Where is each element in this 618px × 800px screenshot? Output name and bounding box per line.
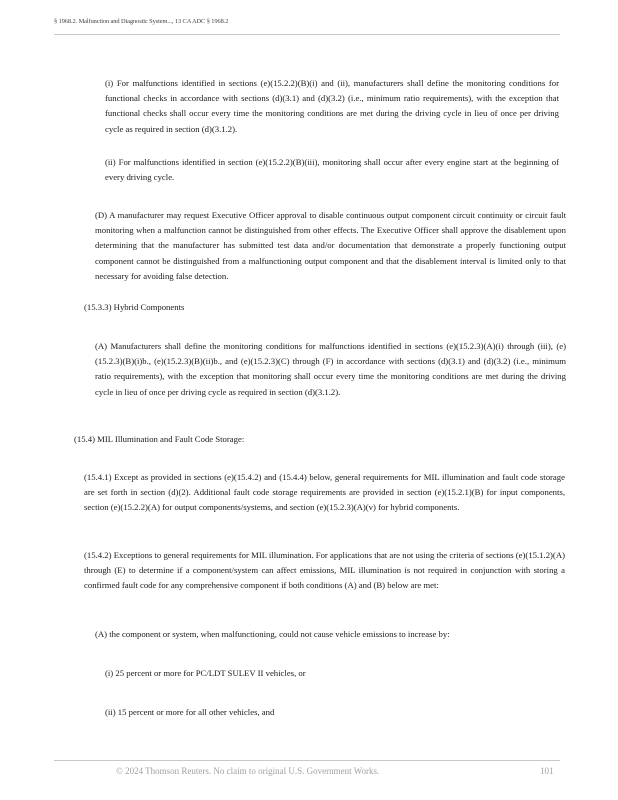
page-number: 101: [540, 766, 554, 776]
header-divider: [54, 34, 560, 35]
list-item-other-vehicles: (ii) 15 percent or more for all other vehicles, and: [105, 707, 275, 717]
paragraph-disable-monitoring-approval: (D) A manufacturer may request Executive Officer approval to disable continuous output component circuit continuity or circuit fault monitoring when a malfunction cannot be distinguished from other effects. The Executive Officer shall approve the disablement upon determining that the manufacturer has submitted test data and/or documentation that demonstrate a properly functioning output component cannot be distinguished from a malfunctioning output component and that the disablement interval is limited only to that necessary for avoiding false detection.: [95, 210, 566, 281]
footer-copyright: © 2024 Thomson Reuters. No claim to original U.S. Government Works.: [116, 766, 380, 776]
paragraph-condition-a: (A) the component or system, when malfunctioning, could not cause vehicle emissions to increase by:: [95, 629, 450, 639]
section-heading-hybrid-components: (15.3.3) Hybrid Components: [84, 302, 185, 312]
paragraph-functional-checks: (i) For malfunctions identified in sections (e)(15.2.2)(B)(i) and (ii), manufacturers shall define the monitoring conditions for functional checks in accordance with sections (d)(3.1) and (d)(3.2) (i.e., minimum ratio requirements), with the exception that functional checks shall occur every time the monitoring conditions are met during the driving cycle in lieu of once per driving cycle as required in section (d)(3.1.2).: [105, 78, 559, 134]
paragraph-hybrid-monitoring-conditions: (A) Manufacturers shall define the monitoring conditions for malfunctions identified in sections (e)(15.2.3)(A)(i) through (iii), (e)(15.2.3)(B)(i)b., (e)(15.2.3)(B)(ii)b., and (e)(15.2.3)(C) through (F) in accordance with sections (d)(3.1) and (d)(3.2) (i.e., minimum ratio requirements), with the exception that monitoring shall occur every time the monitoring conditions are met during the driving cycle in lieu of once per driving cycle as required in section (d)(3.1.2).: [95, 341, 566, 397]
footer-divider: [54, 760, 560, 761]
paragraph-engine-start-monitoring: (ii) For malfunctions identified in section (e)(15.2.2)(B)(iii), monitoring shall occur after every engine start at the beginning of every driving cycle.: [105, 157, 559, 183]
section-heading-mil-illumination: (15.4) MIL Illumination and Fault Code Storage:: [74, 434, 245, 444]
running-header: § 1968.2. Malfunction and Diagnostic System..., 13 CA ADC § 1968.2: [54, 18, 229, 25]
list-item-sulev: (i) 25 percent or more for PC/LDT SULEV II vehicles, or: [105, 668, 306, 678]
paragraph-general-requirements: (15.4.1) Except as provided in sections (e)(15.4.2) and (15.4.4) below, general requirements for MIL illumination and fault code storage are set forth in section (d)(2). Additional fault code storage requirements are provided in section (e)(15.2.1)(B) for input components, section (e)(15.2.2)(A) for output components/systems, and section (e)(15.2.3)(A)(v) for hybrid components.: [84, 472, 565, 513]
paragraph-mil-exceptions: (15.4.2) Exceptions to general requirements for MIL illumination. For applications that are not using the criteria of sections (e)(15.1.2)(A) through (E) to determine if a component/system can affect emissions, MIL illumination is not required in conjunction with storing a confirmed fault code for any comprehensive component if both conditions (A) and (B) below are met:: [84, 550, 565, 591]
